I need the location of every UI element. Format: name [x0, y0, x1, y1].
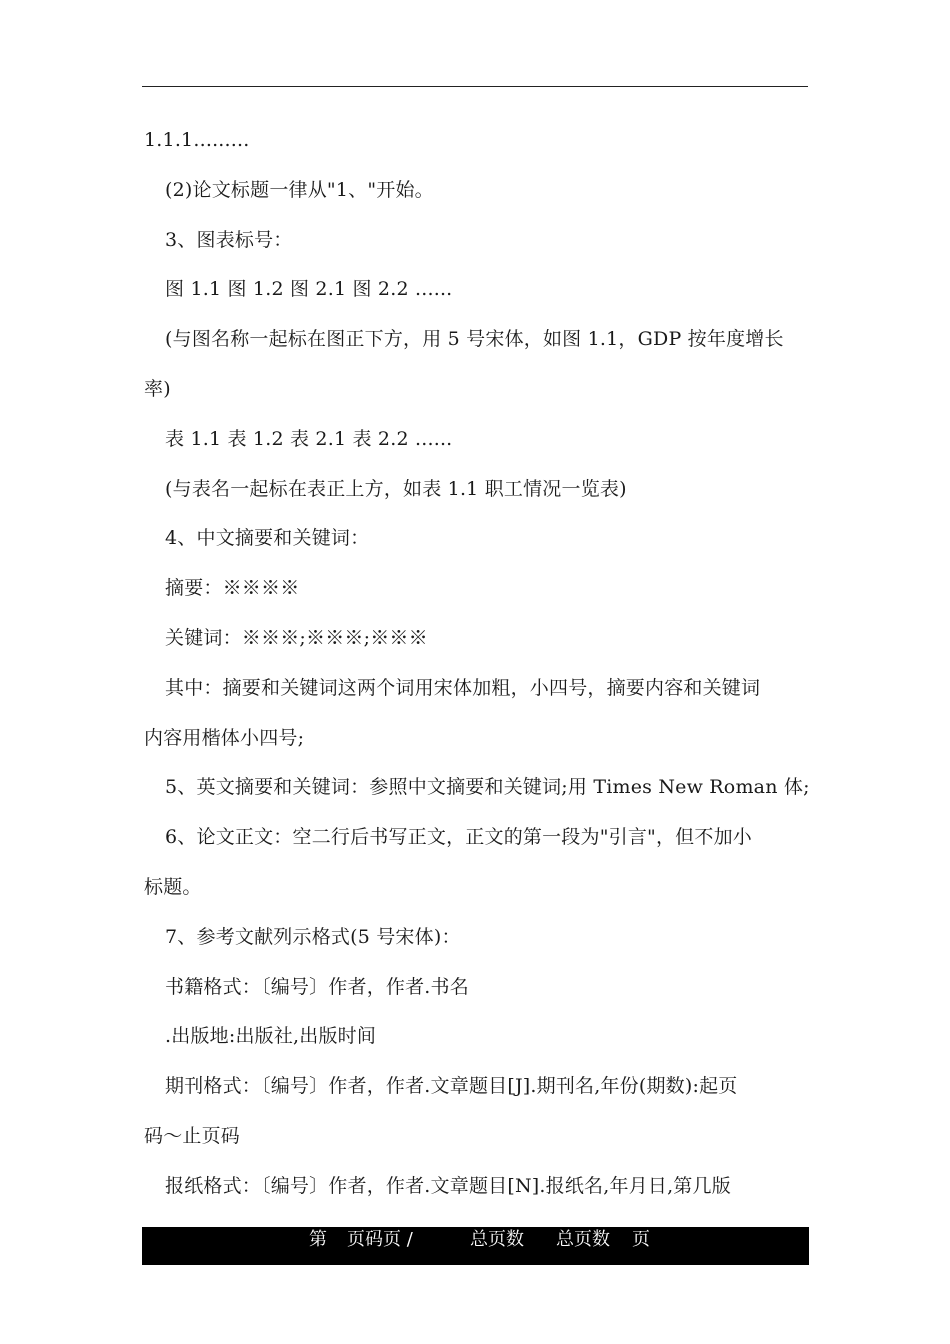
footer-text-ye: 页: [632, 1229, 650, 1250]
text-line-20: 期刊格式：〔编号〕作者，作者.文章题目[J].期刊名,年份(期数):起页: [165, 1075, 738, 1098]
footer-text-total-1: 总页数: [470, 1229, 524, 1250]
text-line-22: 报纸格式：〔编号〕作者，作者.文章题目[N].报纸名,年月日,第几版: [165, 1174, 731, 1197]
footer-text-total-2: 总页数: [556, 1229, 610, 1250]
text-line-15: 6、论文正文：空二行后书写正文，正文的第一段为"引言"，但不加小: [165, 826, 752, 849]
text-line-2: (2)论文标题一律从"1、"开始。: [165, 178, 434, 201]
text-line-21: 码～止页码: [144, 1124, 241, 1147]
text-line-12: 其中：摘要和关键词这两个词用宋体加粗，小四号，摘要内容和关键词: [165, 676, 761, 699]
text-line-19: .出版地:出版社,出版时间: [165, 1025, 377, 1048]
text-line-3: 3、图表标号：: [165, 228, 293, 251]
text-line-9: 4、中文摘要和关键词：: [165, 527, 370, 550]
page-footer: [142, 1227, 809, 1265]
text-line-10: 摘要：※※※※: [165, 577, 300, 600]
text-line-14: 5、英文摘要和关键词：参照中文摘要和关键词;用 Times New Roman 体;: [165, 776, 810, 799]
text-line-5: (与图名称一起标在图正下方，用 5 号宋体，如图 1.1，GDP 按年度增长: [165, 328, 784, 351]
text-line-13: 内容用楷体小四号;: [144, 726, 305, 749]
text-line-16: 标题。: [144, 875, 202, 898]
text-line-1: 1.1.1.........: [144, 129, 250, 151]
text-line-17: 7、参考文献列示格式(5 号宋体)：: [165, 925, 461, 948]
text-line-18: 书籍格式：〔编号〕作者，作者.书名: [165, 975, 469, 998]
text-line-7: 表 1.1 表 1.2 表 2.1 表 2.2 ......: [165, 427, 453, 450]
footer-text-page: 页码页 /: [347, 1229, 413, 1250]
footer-text-di: 第: [309, 1229, 327, 1250]
text-line-4: 图 1.1 图 1.2 图 2.1 图 2.2 ......: [165, 278, 453, 301]
header-rule: [142, 86, 808, 87]
document-body: [144, 116, 808, 1212]
text-line-11: 关键词：※※※;※※※;※※※: [165, 626, 428, 649]
text-line-8: (与表名一起标在表正上方，如表 1.1 职工情况一览表): [165, 477, 627, 500]
text-line-6: 率): [144, 377, 171, 400]
